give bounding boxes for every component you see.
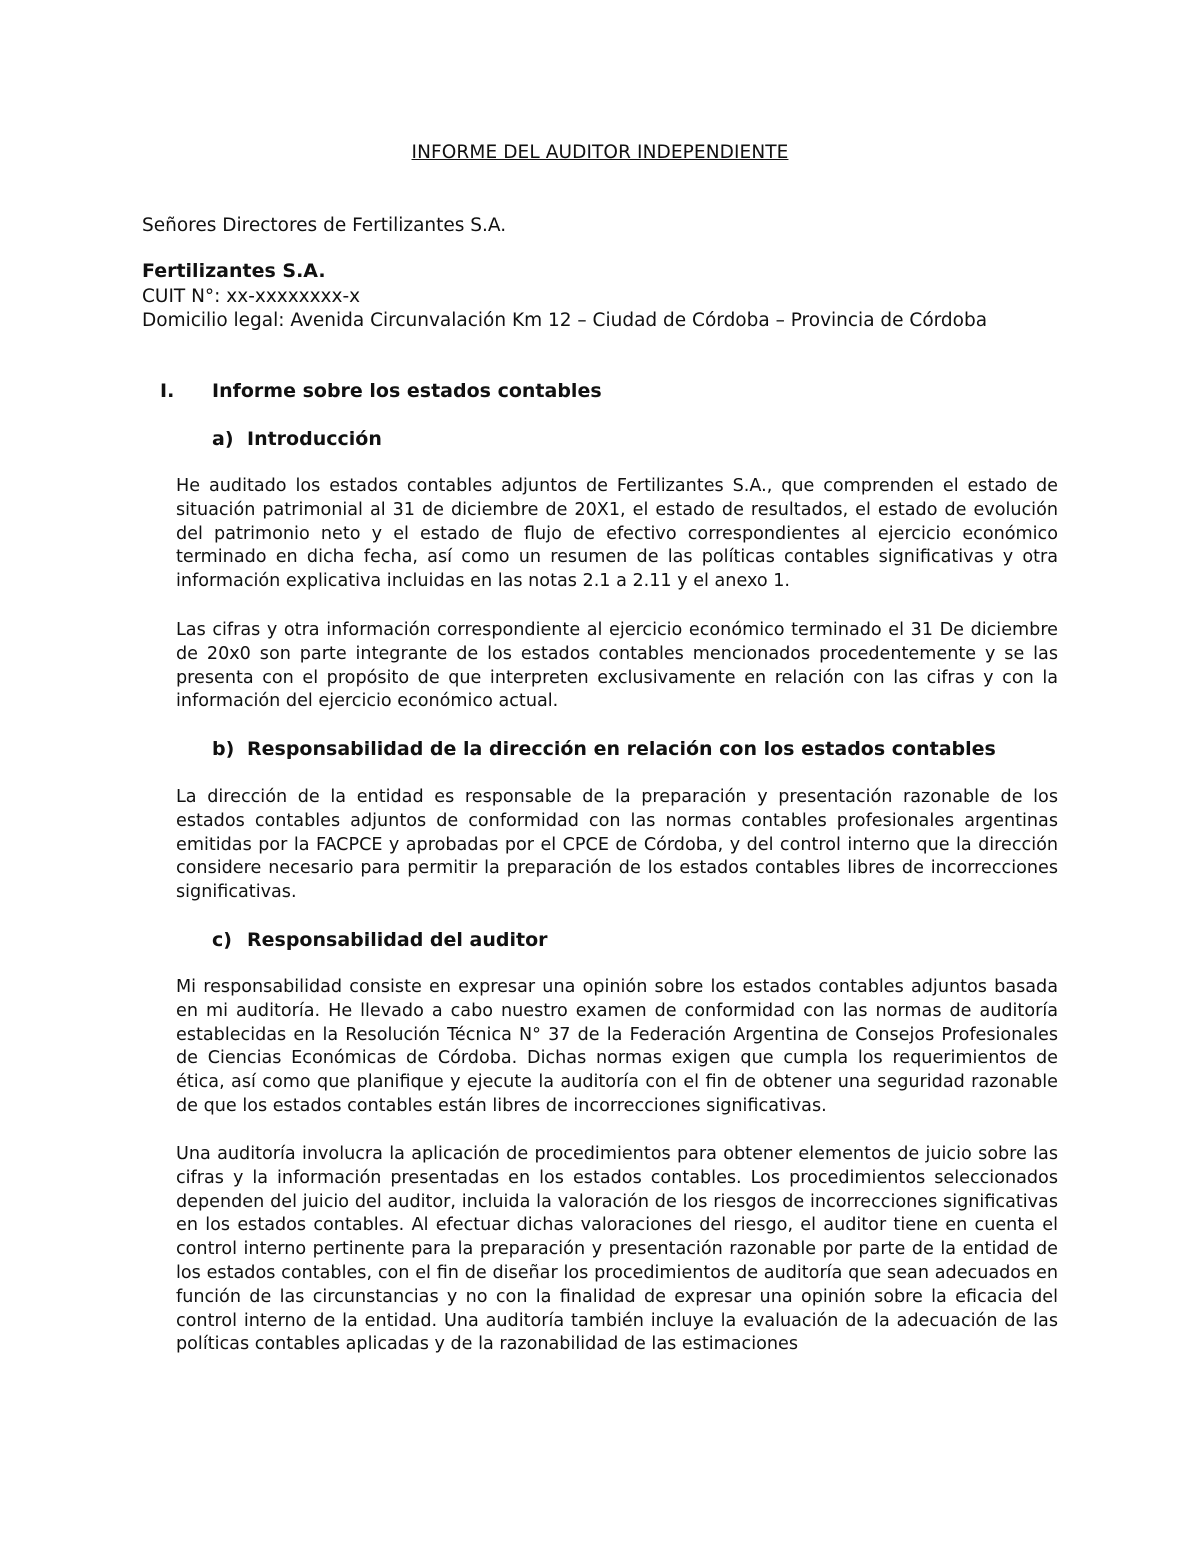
subsection-heading-b: [212, 738, 996, 760]
subsection-heading-a: [212, 428, 382, 450]
paragraph: He auditado los estados contables adjuntos de Fertilizantes S.A., que comprenden el estado de situación patrimonial al 31 de diciembre de 20X1, el estado de resultados, el estado de evolución del patrimonio neto y el estado de flujo de efectivo correspondientes al ejercicio económico terminado en dicha fecha, así como un resumen de las políticas contables significativas y otra información explicativa incluidas en las notas 2.1 a 2.11 y el anexo 1.: [176, 476, 1058, 592]
paragraph: Mi responsabilidad consiste en expresar una opinión sobre los estados contables adjuntos basada en mi auditoría. He llevado a cabo nuestro examen de conformidad con las normas de auditoría establecidas en la Resolución Técnica N° 37 de la Federación Argentina de Consejos Profesionales de Ciencias Económicas de Córdoba. Dichas normas exigen que cumpla los requerimientos de ética, así como que planifique y ejecute la auditoría con el fin de obtener una seguridad razonable de que los estados contables están libres de incorrecciones significativas.: [176, 977, 1058, 1116]
subsection-title: Responsabilidad de la dirección en relación con los estados contables: [247, 738, 996, 760]
subsection-heading-c: [212, 929, 548, 951]
subsection-title: Introducción: [247, 428, 382, 450]
document-title: INFORME DEL AUDITOR INDEPENDIENTE: [411, 142, 789, 163]
subsection-title: Responsabilidad del auditor: [247, 929, 548, 951]
company-cuit: CUIT N°: xx-xxxxxxxx-x: [142, 286, 361, 307]
subsection-label: b): [212, 738, 235, 760]
paragraph: Las cifras y otra información correspondiente al ejercicio económico terminado el 31 De diciembre de 20x0 son parte integrante de los estados contables mencionados procedentemente y se las presenta con el propósito de que interpreten exclusivamente en relación con las cifras y con la información del ejercicio económico actual.: [176, 620, 1058, 712]
paragraph: Una auditoría involucra la aplicación de procedimientos para obtener elementos de juicio sobre las cifras y la información presentadas en los estados contables. Los procedimientos seleccionados dependen del juicio del auditor, incluida la valoración de los riesgos de incorrecciones significativas en los estados contables. Al efectuar dichas valoraciones del riesgo, el auditor tiene en cuenta el control interno pertinente para la preparación y presentación razonable por parte de la entidad de los estados contables, con el fin de diseñar los procedimientos de auditoría que sean adecuados en función de las circunstancias y no con la finalidad de expresar una opinión sobre la eficacia del control interno de la entidad. Una auditoría también incluye la evaluación de la adecuación de las políticas contables aplicadas y de la razonabilidad de las estimaciones: [176, 1144, 1058, 1355]
company-name: Fertilizantes S.A.: [142, 260, 326, 282]
paragraph: La dirección de la entidad es responsable de la preparación y presentación razonable de los estados contables adjuntos de conformidad con las normas contables profesionales argentinas emitidas por la FACPCE y aprobadas por el CPCE de Córdoba, y del control interno que la dirección considere necesario para permitir la preparación de los estados contables libres de incorrecciones significativas.: [176, 787, 1058, 903]
section-number: I.: [160, 380, 175, 402]
subsection-label: a): [212, 428, 234, 450]
subsection-label: c): [212, 929, 232, 951]
section-title: Informe sobre los estados contables: [212, 380, 602, 402]
company-address: Domicilio legal: Avenida Circunvalación Km 12 – Ciudad de Córdoba – Provincia de Córdoba: [142, 310, 988, 331]
addressee: Señores Directores de Fertilizantes S.A.: [142, 215, 507, 236]
